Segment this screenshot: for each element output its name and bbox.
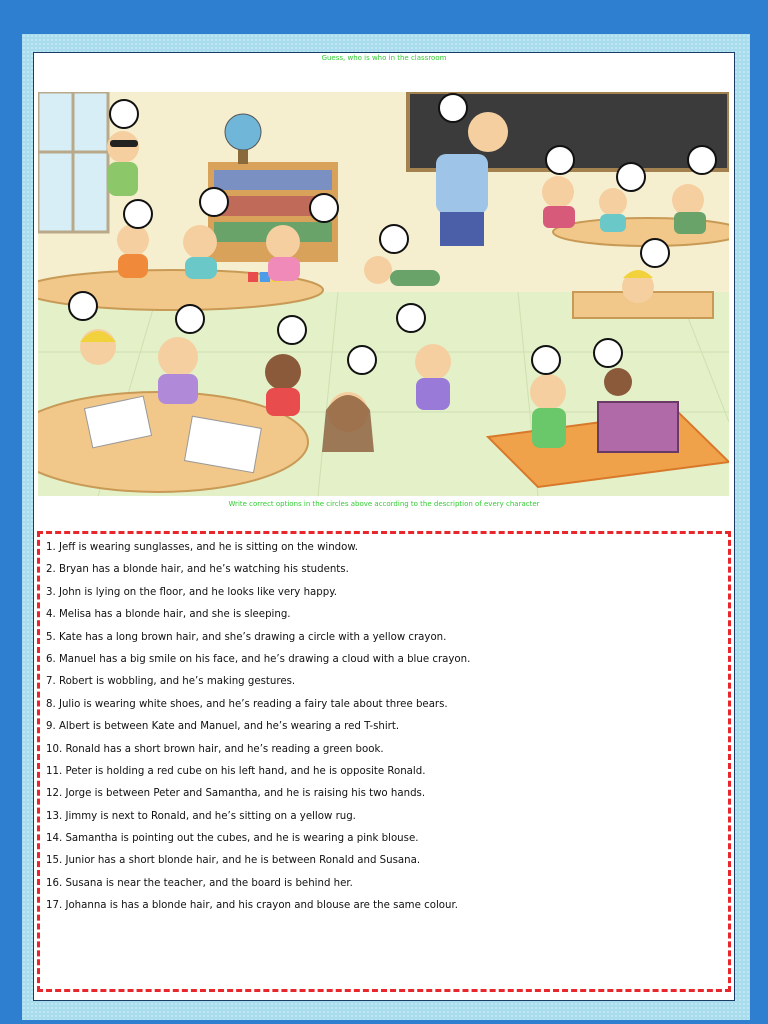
instructions-text: Write correct options in the circles above according to the description of every character [228,500,540,508]
answer-circle[interactable] [545,145,575,175]
question-item: 7. Robert is wobbling, and he’s making gestures. [46,676,296,688]
worksheet-title: Guess, who is who in the classroom [321,54,447,62]
answer-circle[interactable] [379,224,409,254]
question-item: 8. Julio is wearing white shoes, and he’s reading a fairy tale about three bears. [46,698,448,710]
question-item: 9. Albert is between Kate and Manuel, and he’s wearing a red T-shirt. [46,721,400,733]
answer-circle[interactable] [277,315,307,345]
question-item: 1. Jeff is wearing sunglasses, and he is sitting on the window. [46,542,359,553]
answer-circle[interactable] [175,304,205,334]
answer-circle[interactable] [109,99,139,129]
answer-circle[interactable] [616,162,646,192]
answer-circle[interactable] [309,193,339,223]
question-item: 3. John is lying on the floor, and he looks like very happy. [46,586,338,598]
questions-box [37,531,731,992]
answer-circle[interactable] [531,345,561,375]
answer-circle[interactable] [68,291,98,321]
worksheet [33,52,735,1001]
answer-circle[interactable] [199,187,229,217]
question-item: 16. Susana is near the teacher, and the board is behind her. [46,877,353,889]
classroom-illustration [38,92,729,496]
answer-circle[interactable] [396,303,426,333]
question-item: 2. Bryan has a blonde hair, and he’s watching his students. [46,564,349,576]
answer-circle[interactable] [347,345,377,375]
answer-circle[interactable] [687,145,717,175]
question-item: 5. Kate has a long brown hair, and she’s drawing a circle with a yellow crayon. [46,631,447,643]
answer-circle[interactable] [640,238,670,268]
answer-circle[interactable] [593,338,623,368]
question-item: 12. Jorge is between Peter and Samantha, and he is raising his two hands. [46,788,426,800]
question-item: 11. Peter is holding a red cube on his left hand, and he is opposite Ronald. [46,765,426,777]
question-item: 13. Jimmy is next to Ronald, and he’s sitting on a yellow rug. [46,810,356,822]
question-item: 6. Manuel has a big smile on his face, and he’s drawing a cloud with a blue crayon. [46,653,471,665]
question-item: 17. Johanna is has a blonde hair, and his crayon and blouse are the same colour. [46,900,458,912]
question-item: 15. Junior has a short blonde hair, and he is between Ronald and Susana. [46,855,421,867]
question-item: 4. Melisa has a blonde hair, and she is sleeping. [46,609,291,621]
question-item: 10. Ronald has a short brown hair, and he’s reading a green book. [46,743,384,755]
question-item: 14. Samantha is pointing out the cubes, and he is wearing a pink blouse. [46,833,419,845]
answer-circle[interactable] [123,199,153,229]
answer-circle[interactable] [438,93,468,123]
